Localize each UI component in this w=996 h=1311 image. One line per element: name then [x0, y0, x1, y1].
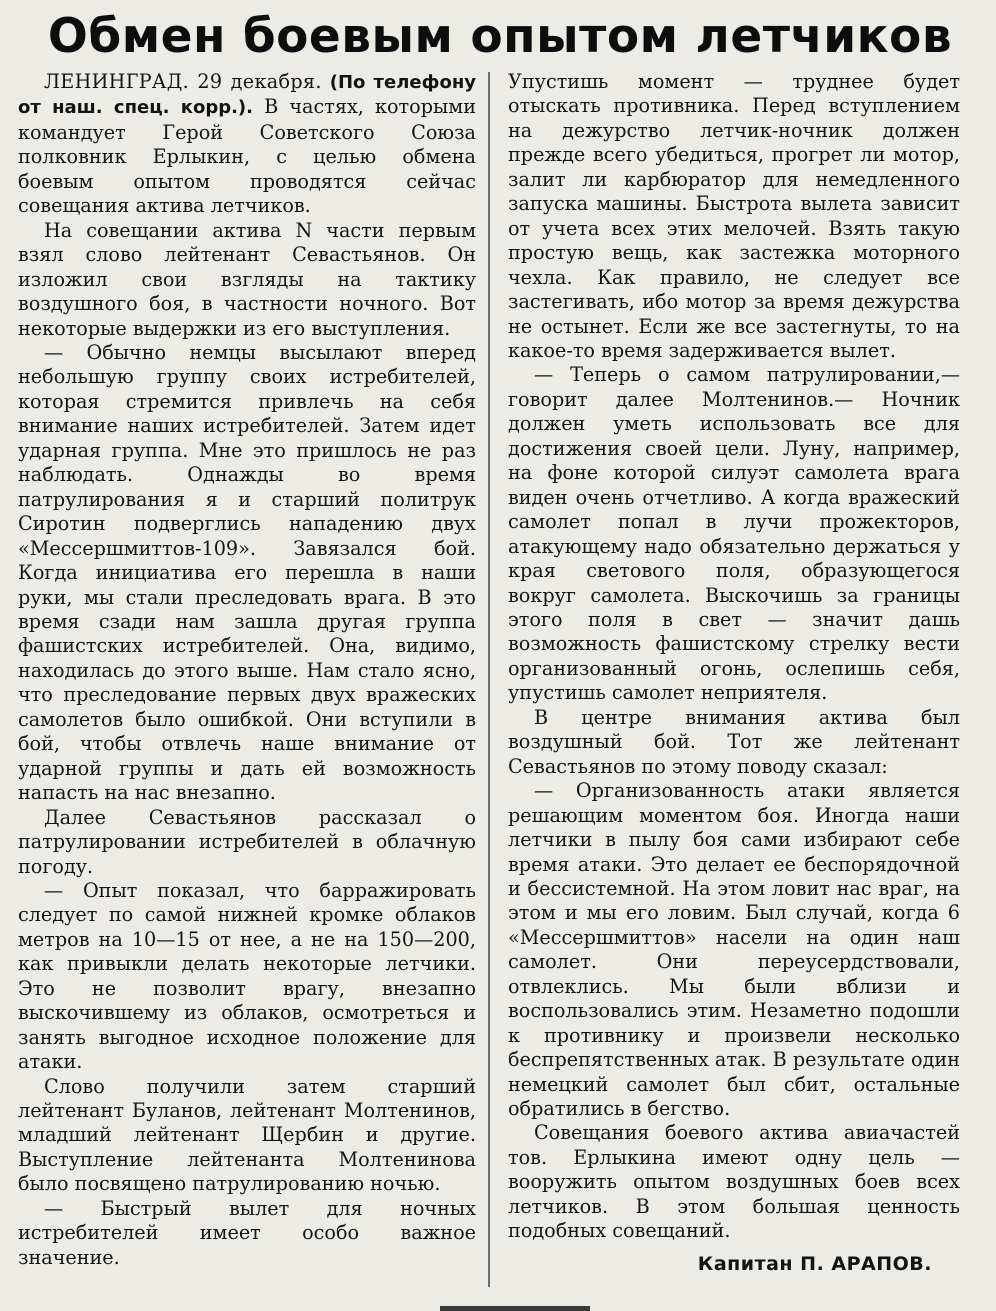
paragraph: — Организованность атаки является решающим моментом боя. Иногда наши летчики в пылу боя сами избирают себе время атаки. Это делает ее беспорядочной и бессистемной. На этом ловит нас враг, на этом и мы его ловим. Был случай, когда 6 «Мессершмиттов» насели на один наш самолет. Они переусердствовали, отвлеклись. Мы были вблизи и воспользовались этим. Незаметно подошли к противнику и произвели несколько беспрепятственных атак. В результате один немецкий самолет был сбит, остальные обратились в бегство.	[508, 779, 960, 1121]
left-column	[18, 70, 488, 1295]
paragraph: Слово получили затем старший лейтенант Буланов, лейтенант Молтенинов, младший лейтенант Щербин и другие. Выступление лейтенанта Молтенинова было посвящено патрулированию ночью.	[18, 1074, 476, 1196]
headline: Обмен боевым опытом летчиков	[47, 9, 953, 64]
paragraph: — Быстрый вылет для ночных истребителей имеет особо важное значение.	[18, 1196, 476, 1269]
print-mark	[440, 1306, 590, 1311]
paragraph: Совещания боевого актива авиачастей тов. Ерлыкина имеют одну цель — вооружить опытом воздушных боев всех летчиков. В этом большая ценность подобных совещаний.	[508, 1121, 960, 1243]
right-column	[490, 70, 960, 1295]
paragraph: — Опыт показал, что барражировать следует по самой нижней кромке облаков метров на 10—15 от нее, а не на 150—200, как привыкли делать некоторые летчики. Это не позволит врагу, внезапно выскочившему из облаков, осмотреться и занять выгодное исходное положение для атаки.	[18, 878, 476, 1074]
paragraph: На совещании актива N части первым взял слово лейтенант Севастьянов. Он изложил свои взгляды на тактику воздушного боя, в частности ночного. Вот некоторые выдержки из его выступления.	[18, 218, 476, 340]
author-signature: Капитан П. АРАПОВ.	[697, 1252, 932, 1275]
paragraph: — Теперь о самом патрулировании,— говорит далее Молтенинов.— Ночник должен уметь использовать все для достижения своей цели. Луну, например, на фоне которой силуэт самолета врага виден очень отчетливо. А когда вражеский самолет попал в лучи прожекторов, атакующему надо обязательно держаться у края светового поля, образующегося вокруг самолета. Выскочишь за границы этого поля в свет — значит дашь возможность фашистскому стрелку вести организованный огонь, ослепишь себя, упустишь самолет неприятеля.	[508, 363, 960, 705]
source-credit: (По телефону от наш. спец. корр.).	[18, 72, 476, 119]
lead-text: В частях, которыми командует Герой Советского Союза полковник Ерлыкин, с целью обмена боевым опытом проводятся сейчас совещания актива летчиков.	[18, 95, 476, 218]
article-body	[18, 70, 982, 1295]
dateline: ЛЕНИНГРАД. 29 декабря.	[44, 70, 322, 93]
paragraph: В центре внимания актива был воздушный бой. Тот же лейтенант Севастьянов по этому поводу сказал:	[508, 705, 960, 778]
paragraph: — Обычно немцы высылают вперед небольшую группу своих истребителей, которая стремится привлечь на себя внимание наших истребителей. Затем идет ударная группа. Мне это пришлось не раз наблюдать. Однажды во время патрулирования я и старший политрук Сиротин подверглись нападению двух «Мессершмиттов-109». Завязался бой. Когда инициатива его перешла в наши руки, мы стали преследовать врага. В это время сзади нам зашла другая группа фашистских истребителей. Она, видимо, находилась до этого выше. Нам стало ясно, что преследование первых двух вражеских самолетов было ошибкой. Они вступили в бой, чтобы отвлечь наше внимание от ударной группы и дать ей возможность напасть на нас внезапно.	[18, 340, 476, 805]
paragraph-continued: Упустишь момент — труднее будет отыскать противника. Перед вступлением на дежурство летчик-ночник должен прежде всего убедиться, прогрет ли мотор, залит ли карбюратор для немедленного запуска машины. Быстрота вылета зависит от учета всех этих мелочей. Взять такую простую вещь, как застежка моторного чехла. Как правило, не следует все застегивать, ибо мотор за время дежурства не остынет. Если же все застегнуты, то на какое-то время задерживается вылет.	[508, 70, 960, 362]
lead-paragraph	[18, 70, 476, 219]
paragraph: Далее Севастьянов рассказал о патрулировании истребителей в облачную погоду.	[18, 805, 476, 878]
